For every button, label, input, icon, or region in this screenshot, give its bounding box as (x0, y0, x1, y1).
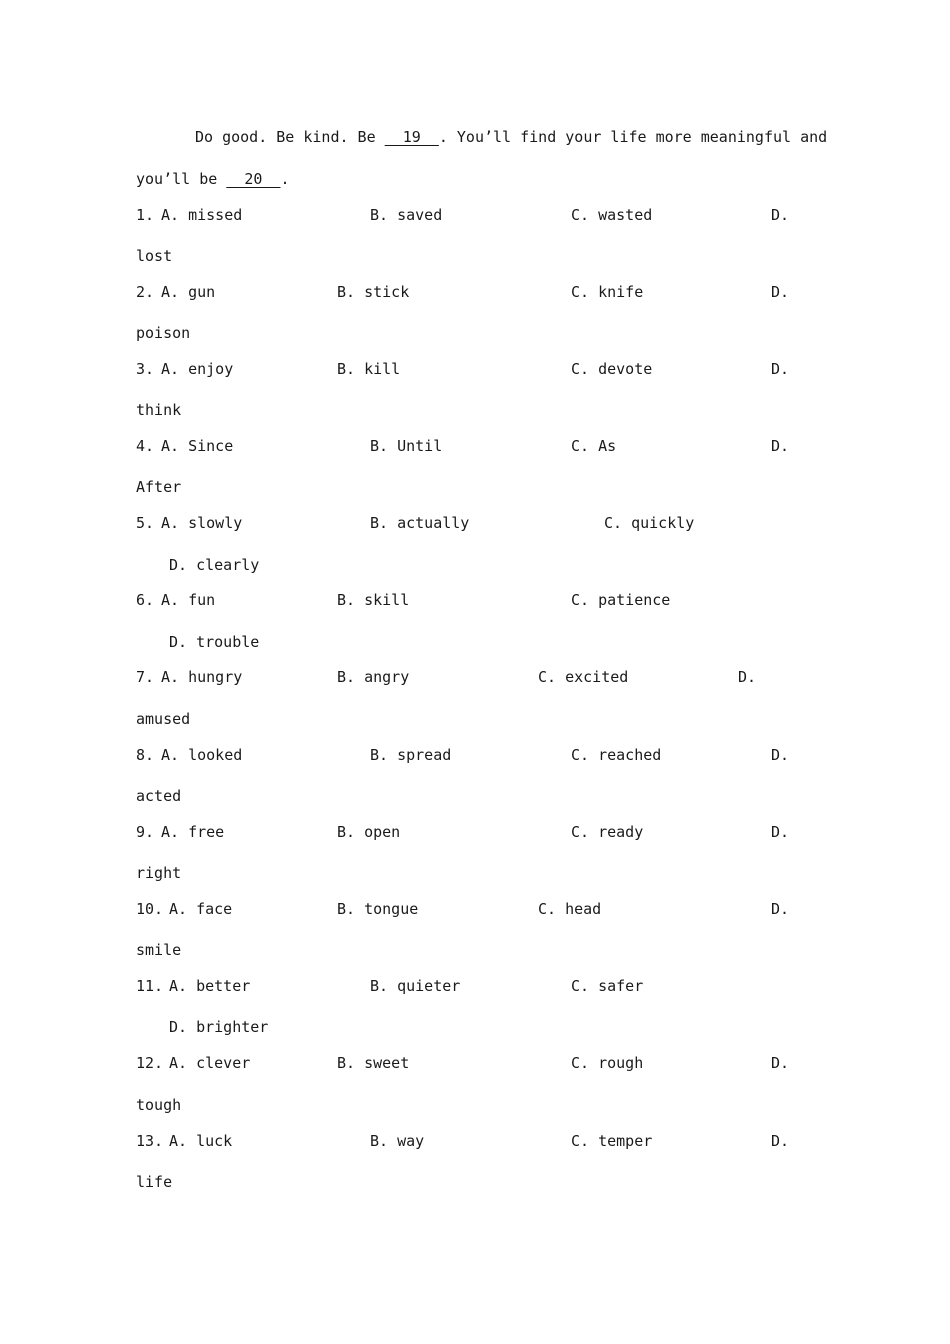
question-number: 3. (136, 360, 155, 378)
option-b: B. stick (337, 283, 410, 301)
option-a: A. clever (169, 1054, 251, 1072)
option-b: B. Until (370, 437, 443, 455)
option-b: B. angry (337, 668, 410, 686)
option-c: C. wasted (571, 206, 653, 224)
option-a: A. better (169, 977, 251, 995)
option-b: B. open (337, 823, 401, 841)
passage-text: . You’ll find your life more meaningful and (438, 128, 828, 146)
option-d-word: lost (136, 247, 173, 265)
option-b: B. skill (337, 591, 410, 609)
option-c: C. excited (538, 668, 629, 686)
blank-20: 20 (226, 170, 281, 188)
question-number: 10. (136, 900, 164, 918)
option-c: C. quickly (604, 514, 695, 532)
option-d-letter: D. (771, 1132, 790, 1150)
option-c: C. reached (571, 746, 662, 764)
passage-text: Do good. Be kind. Be (195, 128, 385, 146)
option-d: D. clearly (169, 556, 260, 574)
option-c: C. patience (571, 591, 671, 609)
passage-text: you’ll be (136, 170, 227, 188)
option-d-letter: D. (738, 668, 757, 686)
option-d-word: acted (136, 787, 182, 805)
option-b: B. sweet (337, 1054, 410, 1072)
option-d: D. trouble (169, 633, 260, 651)
option-d-word: right (136, 864, 182, 882)
option-c: C. ready (571, 823, 644, 841)
option-a: A. fun (161, 591, 216, 609)
option-d-letter: D. (771, 206, 790, 224)
option-d-word: smile (136, 941, 182, 959)
option-d: D. brighter (169, 1018, 269, 1036)
option-c: C. devote (571, 360, 653, 378)
option-c: C. temper (571, 1132, 653, 1150)
option-b: B. tongue (337, 900, 419, 918)
option-d-word: tough (136, 1096, 182, 1114)
option-d-word: life (136, 1173, 173, 1191)
option-c: C. head (538, 900, 602, 918)
option-c: C. As (571, 437, 617, 455)
passage-line-2 (136, 170, 290, 188)
option-d-word: think (136, 401, 182, 419)
option-b: B. actually (370, 514, 470, 532)
option-d-word: After (136, 478, 182, 496)
option-d-letter: D. (771, 1054, 790, 1072)
option-b: B. way (370, 1132, 425, 1150)
question-number: 4. (136, 437, 155, 455)
passage-line-1 (195, 128, 827, 146)
option-d-word: amused (136, 710, 191, 728)
question-number: 9. (136, 823, 155, 841)
option-d-letter: D. (771, 823, 790, 841)
option-d-letter: D. (771, 900, 790, 918)
question-number: 5. (136, 514, 155, 532)
option-b: B. quieter (370, 977, 461, 995)
option-c: C. rough (571, 1054, 644, 1072)
option-a: A. missed (161, 206, 243, 224)
option-d-word: poison (136, 324, 191, 342)
option-d-letter: D. (771, 360, 790, 378)
blank-19: 19 (384, 128, 439, 146)
option-b: B. spread (370, 746, 452, 764)
option-c: C. knife (571, 283, 644, 301)
option-b: B. saved (370, 206, 443, 224)
passage-text: . (280, 170, 290, 188)
option-d-letter: D. (771, 437, 790, 455)
option-a: A. free (161, 823, 225, 841)
option-a: A. face (169, 900, 233, 918)
question-number: 12. (136, 1054, 164, 1072)
option-a: A. hungry (161, 668, 243, 686)
option-c: C. safer (571, 977, 644, 995)
option-d-letter: D. (771, 746, 790, 764)
option-a: A. Since (161, 437, 234, 455)
option-b: B. kill (337, 360, 401, 378)
question-number: 6. (136, 591, 155, 609)
question-number: 2. (136, 283, 155, 301)
option-d-letter: D. (771, 283, 790, 301)
option-a: A. slowly (161, 514, 243, 532)
question-number: 13. (136, 1132, 164, 1150)
question-number: 11. (136, 977, 164, 995)
option-a: A. enjoy (161, 360, 234, 378)
question-number: 1. (136, 206, 155, 224)
option-a: A. looked (161, 746, 243, 764)
option-a: A. luck (169, 1132, 233, 1150)
question-number: 7. (136, 668, 155, 686)
option-a: A. gun (161, 283, 216, 301)
question-number: 8. (136, 746, 155, 764)
